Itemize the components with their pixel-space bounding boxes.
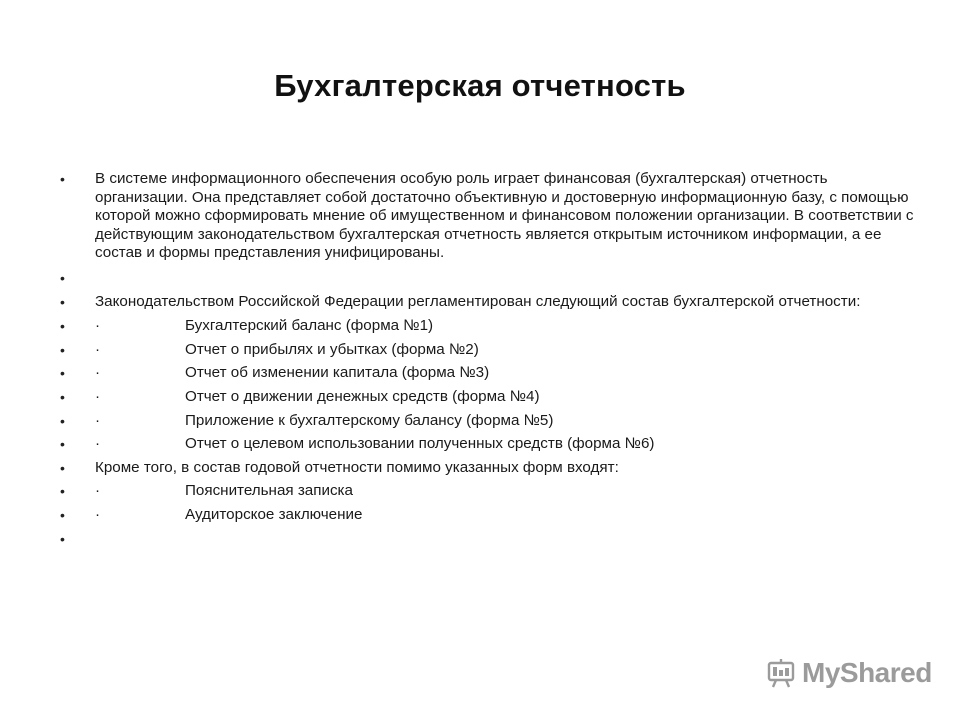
slide-title: Бухгалтерская отчетность (274, 68, 686, 103)
composition-paragraph: Законодательством Российской Федерации регламентирован следующий состав бухгалтерской отчетности: (95, 292, 861, 310)
form-label: Отчет о прибылях и убытках (форма №2) (185, 340, 479, 358)
sub-bullet-marker: · (95, 340, 101, 358)
annual-report-paragraph: Кроме того, в состав годовой отчетности помимо указанных форм входят: (95, 458, 619, 476)
extra-label: Аудиторское заключение (185, 505, 363, 523)
form-label: Отчет о целевом использовании полученных средств (форма №6) (185, 435, 655, 453)
list-item (56, 293, 916, 312)
form-item (56, 412, 916, 431)
extra-label: Пояснительная записка (185, 482, 353, 500)
form-item (56, 388, 916, 407)
sub-bullet-marker: · (95, 317, 101, 335)
form-label: Отчет о движении денежных средств (форма №4) (185, 387, 540, 405)
form-label: Отчет об изменении капитала (форма №3) (185, 364, 490, 382)
extra-item (56, 482, 916, 501)
empty-list-item (56, 530, 916, 549)
sub-bullet-marker: · (95, 364, 101, 382)
sub-bullet-marker: · (95, 435, 101, 453)
presentation-board-icon (766, 658, 796, 688)
form-label: Приложение к бухгалтерскому балансу (форма №5) (185, 411, 554, 429)
empty-list-item (56, 269, 916, 288)
bullet-list (56, 170, 916, 548)
form-label: Бухгалтерский баланс (форма №1) (185, 317, 434, 335)
list-item (56, 459, 916, 478)
slide-body (56, 170, 916, 553)
form-item (56, 317, 916, 336)
extra-item (56, 506, 916, 525)
intro-paragraph: В системе информационного обеспечения особую роль играет финансовая (бухгалтерская) отчетность организации. Она представляет собой достаточно объективную и достоверную информационную базу, с помощью которой можно сформировать мнение об имущественном и финансовом положении организации. В соответствии с действующим законодательством бухгалтерская отчетность является открытым источником информации, а ее состав и формы представления унифицированы. (95, 170, 914, 262)
form-item (56, 435, 916, 454)
watermark-text: MyShared (802, 657, 932, 688)
form-item (56, 364, 916, 383)
sub-bullet-marker: · (95, 482, 101, 500)
sub-bullet-marker: · (95, 411, 101, 429)
sub-bullet-marker: · (95, 387, 101, 405)
list-item (56, 170, 916, 263)
form-item (56, 341, 916, 360)
sub-bullet-marker: · (95, 505, 101, 523)
myshared-watermark (766, 656, 932, 690)
